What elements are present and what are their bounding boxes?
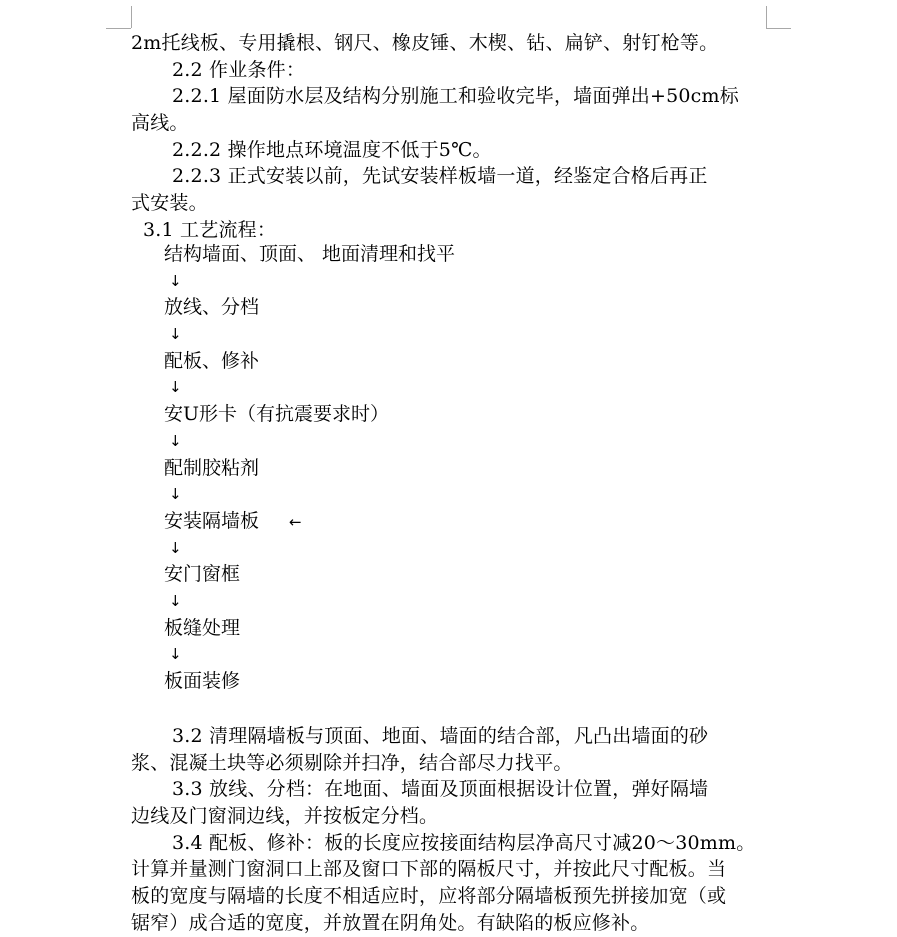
down-arrow-icon: ↓ [169,591,182,610]
paragraph-line: 2m托线板、专用撬根、钢尺、橡皮锤、木楔、钻、扁铲、射钉枪等。 [131,32,719,54]
flow-step: 板缝处理 [164,616,241,639]
paragraph-line: 2.2.3 正式安装以前，先试安装样板墙一道，经鉴定合格后再正 [172,165,708,188]
paragraph-line: 锯窄）成合适的宽度，并放置在阴角处。有缺陷的板应修补。 [131,911,650,934]
process-flow [164,241,455,695]
paragraph-line: 2.2.2 操作地点环境温度不低于5℃。 [172,138,492,161]
down-arrow-icon: ↓ [169,431,182,450]
paragraph-line: 计算并量测门窗洞口上部及窗口下部的隔板尺寸，并按此尺寸配板。当 [131,858,727,881]
paragraph-line: 3.2 清理隔墙板与顶面、地面、墙面的结合部，凡凸出墙面的砂 [172,725,709,747]
section-heading-2-2: 2.2 作业条件： [172,58,306,81]
margin-corner-mark [766,6,767,28]
flow-step: 板面装修 [164,670,241,692]
section-heading-3-1: 3.1 工艺流程： [143,218,277,241]
document-body-bottom[interactable] [131,723,771,937]
margin-corner-mark [766,28,791,29]
flow-step: 配板、修补 [164,349,260,372]
flow-step-with-arrow [164,508,455,535]
down-arrow-icon: ↓ [169,645,182,664]
flow-step: 放线、分档 [164,296,260,319]
margin-corner-mark [106,28,131,29]
paragraph-line: 2.2.1 屋面防水层及结构分别施工和验收完毕，墙面弹出+50cm标 [172,85,739,108]
down-arrow-icon: ↓ [169,485,182,504]
down-arrow-icon: ↓ [169,378,182,397]
down-arrow-icon: ↓ [169,538,182,557]
paragraph-line: 3.3 放线、分档：在地面、墙面及顶面根据设计位置，弹好隔墙 [172,778,709,801]
paragraph-line: 边线及门窗洞边线，并按板定分档。 [131,805,439,828]
flow-step: 配制胶粘剂 [164,456,260,479]
paragraph-line: 3.4 配板、修补：板的长度应按接面结构层净高尺寸减20～30mm。 [172,831,756,854]
margin-corner-mark [131,6,132,28]
paragraph-line: 高线。 [131,112,189,135]
paragraph-line: 板的宽度与隔墙的长度不相适应时，应将部分隔墙板预先拼接加宽（或 [131,885,727,908]
paragraph-line: 式安装。 [131,192,208,215]
flow-step: 安U形卡（有抗震要求时） [164,403,390,426]
flow-step-label: 安装隔墙板 [164,509,260,532]
document-body-top[interactable] [131,30,771,244]
flow-step: 结构墙面、顶面、 地面清理和找平 [164,243,456,265]
down-arrow-icon: ↓ [169,325,182,344]
flow-step: 安门窗框 [164,563,241,586]
left-arrow-icon: ← [289,512,302,531]
paragraph-line: 浆、混凝土块等必须剔除并扫净，结合部尽力找平。 [131,751,573,774]
down-arrow-icon: ↓ [169,271,182,290]
